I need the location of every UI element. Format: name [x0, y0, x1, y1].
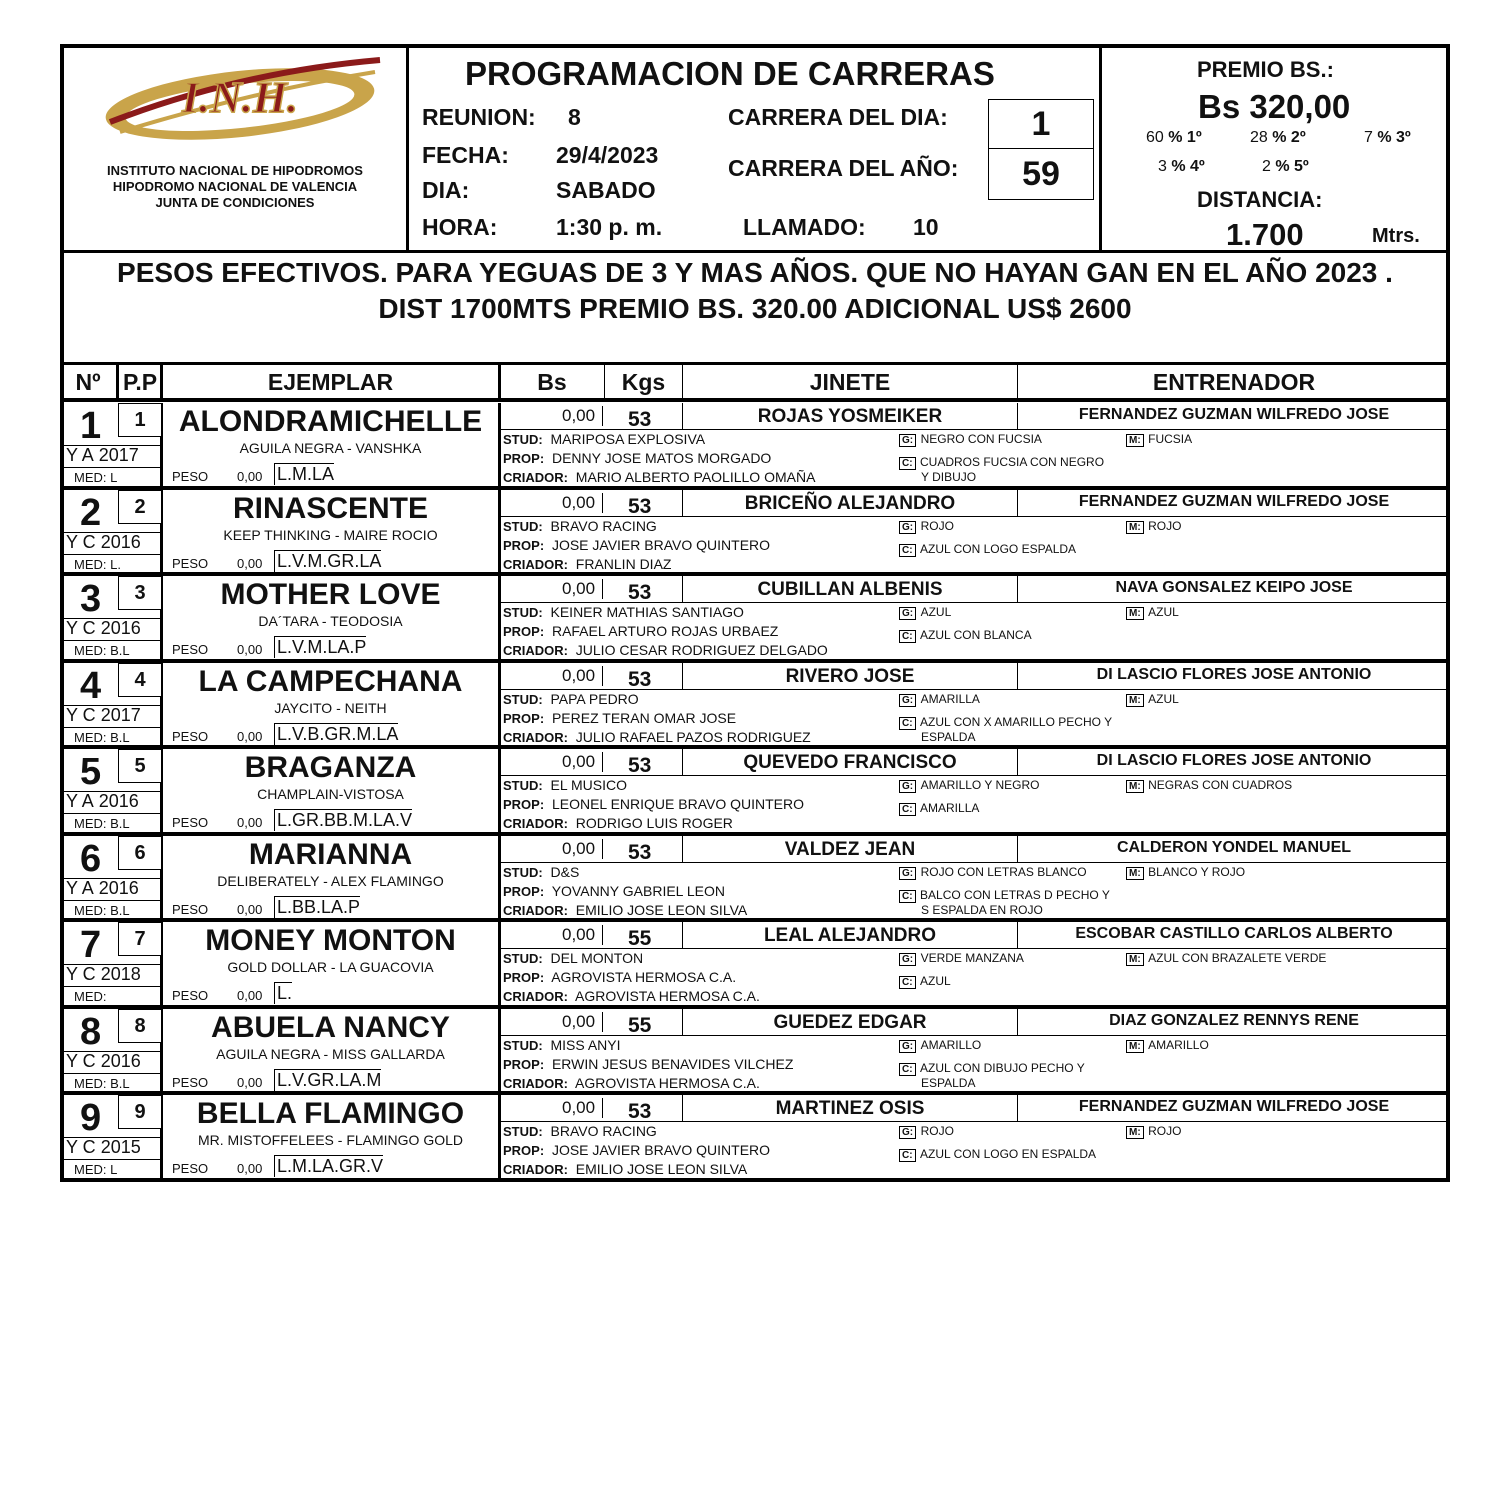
dia-label: DIA:	[422, 177, 470, 203]
entry-number: 2	[80, 491, 102, 534]
trainer-name: NAVA GONSALEZ KEIPO JOSE	[1115, 579, 1353, 596]
hora-value: 1:30 p. m.	[556, 214, 663, 240]
stud-line: STUD: DEL MONTON	[503, 950, 644, 966]
pct-1: 60 % 1º	[1146, 129, 1202, 146]
m-color: M: NEGRAS CON CUADROS	[1126, 776, 1292, 794]
c-color: C: BALCO CON LETRAS D PECHO Y S ESPALDA EN ROJO	[899, 888, 1159, 917]
m-color: M: AMARILLO	[1126, 1036, 1209, 1054]
peso-value: 0,00	[237, 555, 263, 571]
m-color: M: AZUL	[1126, 603, 1179, 621]
medication-value: L.V.GR.LA.M	[274, 1069, 381, 1091]
entry-sex-year: Y A 2016	[66, 791, 139, 811]
carrera-dia-box: 1	[988, 99, 1094, 149]
reunion-label: REUNION:	[422, 104, 536, 130]
g-color: G: AMARILLO	[899, 1036, 981, 1054]
c-color: C: AZUL	[899, 974, 1159, 1003]
horse-name: MONEY MONTON	[205, 924, 456, 957]
row-div-bs	[498, 749, 501, 832]
colhdr-bottom-line	[60, 398, 1450, 402]
logo-letters: I.N.H.	[181, 73, 299, 122]
entry-med: MED:	[74, 989, 107, 1004]
peso-value: 0,00	[237, 1161, 263, 1176]
col-bs: Bs	[537, 369, 567, 395]
medication-value: L.	[274, 982, 292, 1004]
row-separator	[60, 659, 1450, 663]
jockey-name: GUEDEZ EDGAR	[773, 1011, 927, 1033]
entry-bs: 0,00	[562, 406, 603, 426]
peso-value: 0,00	[237, 469, 263, 484]
col-kgs: Kgs	[621, 369, 666, 395]
carrera-dia-label: CARRERA DEL DIA:	[728, 104, 948, 130]
prop-line: PROP: ERWIN JESUS BENAVIDES VILCHEZ	[503, 1055, 794, 1072]
entry-kgs: 53	[628, 408, 652, 431]
medication-value: L.M.LA	[274, 463, 334, 485]
fecha-value: 29/4/2023	[556, 142, 659, 168]
entry-number: 7	[80, 924, 102, 966]
llamado-value: 10	[913, 214, 939, 240]
distancia-unit: Mtrs.	[1372, 225, 1420, 247]
stud-line: STUD: PAPA PEDRO	[503, 690, 639, 707]
trainer-name: DIAZ GONZALEZ RENNYS RENE	[1109, 1011, 1359, 1029]
col-ejemplar: EJEMPLAR	[267, 369, 394, 395]
criador-line: CRIADOR: JULIO CESAR RODRIGUEZ DELGADO	[503, 642, 828, 658]
peso-label: PESO	[172, 728, 209, 744]
g-color: G: NEGRO CON FUCSIA	[899, 430, 1042, 448]
prop-line: PROP: JOSE JAVIER BRAVO QUINTERO	[503, 536, 771, 553]
institution-line-3: JUNTA DE CONDICIONES	[155, 195, 315, 210]
m-color: M: ROJO	[1126, 1122, 1181, 1140]
c-color: C: AZUL CON LOGO EN ESPALDA	[899, 1147, 1159, 1176]
col-pp: P.P	[122, 369, 158, 395]
entry-number: 3	[80, 578, 102, 620]
row-div-bs	[498, 922, 501, 1005]
row-div-bs	[498, 490, 501, 573]
horse-name: LA CAMPECHANA	[198, 664, 463, 698]
entry-bs: 0,00	[562, 839, 603, 859]
entry-number: 5	[80, 751, 102, 793]
row-div-bs	[498, 403, 501, 486]
entry-kgs: 53	[628, 581, 652, 604]
peso-label: PESO	[172, 469, 209, 484]
prop-line: PROP: YOVANNY GABRIEL LEON	[503, 882, 725, 899]
col-entrenador: ENTRENADOR	[1152, 369, 1316, 395]
medication-value: L.V.M.GR.LA	[274, 550, 381, 572]
row-num-line-2	[60, 640, 160, 641]
row-num-line-2	[60, 554, 160, 555]
c-color: C: AZUL CON DIBUJO PECHO Y ESPALDA	[899, 1061, 1159, 1090]
peso-value: 0,00	[237, 815, 263, 830]
entry-post-position: 6	[118, 836, 162, 870]
inh-logo-mark	[90, 52, 390, 152]
peso-label: PESO	[172, 815, 209, 830]
peso-value: 0,00	[237, 901, 263, 917]
entry-post-position: 7	[118, 922, 162, 956]
carrera-anio-box: 59	[988, 148, 1094, 200]
trainer-name: FERNANDEZ GUZMAN WILFREDO JOSE	[1078, 406, 1390, 423]
entry-post-position: 1	[118, 403, 162, 437]
col-jinete: JINETE	[809, 369, 891, 395]
prop-line: PROP: JOSE JAVIER BRAVO QUINTERO	[503, 1142, 771, 1158]
inh-logo	[90, 52, 390, 152]
row-separator	[60, 918, 1450, 922]
peso-label: PESO	[172, 642, 209, 657]
criador-line: CRIADOR: EMILIO JOSE LEON SILVA	[503, 901, 748, 918]
g-color: G: VERDE MANZANA	[899, 949, 1024, 967]
entry-med: MED: B.L	[74, 902, 130, 918]
peso-value: 0,00	[237, 1074, 263, 1090]
peso-label: PESO	[172, 988, 209, 1003]
entry-sex-year: Y C 2018	[66, 964, 141, 984]
criador-line: CRIADOR: FRANLIN DIAZ	[503, 555, 672, 572]
g-color: G: AMARILLO Y NEGRO	[899, 776, 1040, 794]
entry-kgs: 53	[628, 494, 652, 518]
horse-name: MARIANNA	[248, 837, 413, 871]
c-color: C: CUADROS FUCSIA CON NEGRO Y DIBUJO	[899, 455, 1159, 484]
g-color: G: ROJO CON LETRAS BLANCO	[899, 863, 1087, 881]
peso-label: PESO	[172, 555, 209, 571]
medication-value: L.V.B.GR.M.LA	[274, 723, 398, 745]
jockey-name: ROJAS YOSMEIKER	[757, 406, 943, 427]
entry-med: MED: L.	[74, 556, 121, 572]
conditions-line-2: DIST 1700MTS PREMIO BS. 320.00 ADICIONAL US$ 2600	[378, 293, 1132, 324]
row-div-bs	[498, 1009, 501, 1092]
criador-line: CRIADOR: EMILIO JOSE LEON SILVA	[503, 1161, 748, 1177]
entry-bs: 0,00	[562, 1098, 603, 1118]
g-color: G: ROJO	[899, 1122, 954, 1140]
entry-sex-year: Y C 2016	[66, 618, 141, 638]
criador-line: CRIADOR: RODRIGO LUIS ROGER	[503, 815, 733, 831]
row-num-line-2	[60, 1159, 160, 1160]
entry-number: 9	[80, 1097, 102, 1139]
horse-name: RINASCENTE	[232, 491, 428, 525]
trainer-name: CALDERON YONDEL MANUEL	[1116, 838, 1352, 856]
peso-label: PESO	[172, 1074, 209, 1090]
row-num-line-2	[60, 900, 160, 901]
row-separator	[60, 1091, 1450, 1095]
horse-parents: GOLD DOLLAR - LA GUACOVIA	[227, 959, 434, 975]
premio-value: Bs 320,00	[1198, 88, 1351, 125]
premio-label: PREMIO BS.:	[1197, 57, 1334, 82]
prop-line: PROP: LEONEL ENRIQUE BRAVO QUINTERO	[503, 796, 805, 812]
row-num-line-2	[60, 813, 160, 814]
criador-line: CRIADOR: AGROVISTA HERMOSA C.A.	[503, 988, 760, 1004]
g-color: G: AMARILLA	[899, 690, 980, 708]
entry-bs: 0,00	[562, 493, 603, 513]
prop-line: PROP: AGROVISTA HERMOSA C.A.	[503, 969, 737, 985]
criador-line: CRIADOR: JULIO RAFAEL PAZOS RODRIGUEZ	[503, 728, 811, 745]
distancia-value: 1.700	[1226, 217, 1304, 252]
peso-value: 0,00	[237, 988, 263, 1003]
entry-post-position: 9	[118, 1095, 162, 1129]
row-div-bs	[498, 836, 501, 919]
medication-value: L.GR.BB.M.LA.V	[274, 809, 412, 831]
row-num-line-2	[60, 467, 160, 468]
jockey-name: RIVERO JOSE	[785, 665, 915, 687]
entry-sex-year: Y C 2015	[66, 1137, 141, 1157]
entry-post-position: 2	[118, 490, 162, 524]
row-num-line-2	[60, 727, 160, 728]
stud-line: STUD: KEINER MATHIAS SANTIAGO	[503, 604, 744, 620]
entry-bs: 0,00	[562, 666, 603, 686]
header-divider-2	[1099, 44, 1102, 252]
trainer-name: DI LASCIO FLORES JOSE ANTONIO	[1096, 752, 1372, 769]
prop-line: PROP: PEREZ TERAN OMAR JOSE	[503, 709, 737, 726]
entry-sex-year: Y C 2017	[66, 704, 141, 725]
row-separator	[60, 572, 1450, 576]
medication-value: L.V.M.LA.P	[274, 636, 366, 658]
row-num-line-2	[60, 1073, 160, 1074]
prop-line: PROP: RAFAEL ARTURO ROJAS URBAEZ	[503, 623, 779, 639]
llamado-label: LLAMADO:	[743, 214, 866, 240]
horse-name: ABUELA NANCY	[211, 1010, 450, 1044]
fecha-label: FECHA:	[422, 142, 509, 168]
entry-med: MED: B.L	[74, 816, 130, 831]
institution-line-2: HIPODROMO NACIONAL DE VALENCIA	[112, 179, 358, 194]
entry-kgs: 53	[628, 754, 652, 777]
entry-kgs: 53	[628, 1100, 652, 1123]
pct-4: 3 % 4º	[1158, 158, 1205, 175]
entry-med: MED: B.L	[74, 643, 130, 658]
entry-number: 4	[80, 664, 102, 707]
c-color: C: AMARILLA	[899, 801, 1159, 830]
row-separator	[60, 832, 1450, 836]
trainer-name: FERNANDEZ GUZMAN WILFREDO JOSE	[1078, 492, 1390, 510]
entry-kgs: 53	[628, 840, 652, 864]
jockey-name: BRICEÑO ALEJANDRO	[744, 492, 956, 514]
stud-line: STUD: D&S	[503, 863, 580, 880]
horse-parents: DELIBERATELY - ALEX FLAMINGO	[217, 872, 444, 889]
entry-kgs: 55	[628, 927, 652, 950]
row-separator	[60, 745, 1450, 749]
entry-sex-year: Y A 2017	[66, 445, 139, 465]
jockey-name: CUBILLAN ALBENIS	[757, 579, 943, 600]
horse-name: BRAGANZA	[244, 751, 417, 784]
jockey-name: VALDEZ JEAN	[784, 838, 916, 860]
pct-5: 2 % 5º	[1262, 158, 1309, 175]
m-color: M: FUCSIA	[1126, 430, 1192, 448]
entry-sex-year: Y C 2016	[66, 1050, 141, 1071]
row-num-line-2	[60, 986, 160, 987]
entry-bs: 0,00	[562, 925, 603, 945]
stud-line: STUD: EL MUSICO	[503, 777, 627, 793]
entry-kgs: 53	[628, 667, 652, 691]
criador-line: CRIADOR: AGROVISTA HERMOSA C.A.	[503, 1074, 760, 1091]
horse-parents: KEEP THINKING - MAIRE ROCIO	[223, 526, 438, 543]
row-separator	[60, 486, 1450, 490]
stud-line: STUD: BRAVO RACING	[503, 517, 657, 534]
hora-label: HORA:	[422, 214, 498, 240]
jockey-name: QUEVEDO FRANCISCO	[743, 752, 957, 773]
prop-line: PROP: DENNY JOSE MATOS MORGADO	[503, 450, 772, 466]
entry-post-position: 5	[118, 749, 162, 783]
entry-number: 6	[80, 837, 102, 880]
col-num: Nº	[75, 369, 101, 395]
entry-bs: 0,00	[562, 579, 603, 599]
horse-parents: AGUILA NEGRA - VANSHKA	[239, 440, 422, 456]
entry-bs: 0,00	[562, 1012, 603, 1032]
criador-line: CRIADOR: MARIO ALBERTO PAOLILLO OMAÑA	[503, 469, 816, 485]
m-color: M: ROJO	[1126, 517, 1181, 535]
entry-number: 1	[80, 405, 102, 447]
conditions-line-1: PESOS EFECTIVOS. PARA YEGUAS DE 3 Y MAS AÑOS. QUE NO HAYAN GAN EN EL AÑO 2023 .	[117, 257, 1393, 288]
reunion-value: 8	[568, 104, 581, 130]
horse-parents: CHAMPLAIN-VISTOSA	[257, 786, 404, 802]
entry-post-position: 3	[118, 576, 162, 610]
m-color: M: AZUL CON BRAZALETE VERDE	[1126, 949, 1326, 967]
c-color: C: AZUL CON BLANCA	[899, 628, 1159, 657]
trainer-name: ESCOBAR CASTILLO CARLOS ALBERTO	[1075, 925, 1393, 942]
horse-parents: JAYCITO - NEITH	[274, 699, 387, 716]
g-color: G: ROJO	[899, 517, 954, 535]
row-separator	[60, 1005, 1450, 1009]
stud-line: STUD: MISS ANYI	[503, 1036, 621, 1053]
pct-2: 28 % 2º	[1250, 129, 1306, 146]
entry-med: MED: L	[74, 470, 118, 485]
trainer-name: FERNANDEZ GUZMAN WILFREDO JOSE	[1078, 1098, 1390, 1115]
entry-post-position: 8	[118, 1009, 162, 1043]
m-color: M: BLANCO Y ROJO	[1126, 863, 1245, 881]
header-divider-1	[406, 44, 409, 252]
colhdr-top-line	[60, 362, 1450, 365]
row-div-bs	[498, 576, 501, 659]
horse-name: BELLA FLAMINGO	[196, 1097, 465, 1130]
pct-3: 7 % 3º	[1364, 129, 1411, 146]
horse-parents: DA´TARA - TEODOSIA	[258, 613, 403, 629]
c-color: C: AZUL CON LOGO ESPALDA	[899, 542, 1159, 571]
horse-parents: AGUILA NEGRA - MISS GALLARDA	[216, 1045, 445, 1062]
institution-line-1: INSTITUTO NACIONAL DE HIPODROMOS	[107, 163, 363, 178]
page-title: PROGRAMACION DE CARRERAS	[465, 55, 995, 92]
entry-med: MED: B.L	[74, 729, 130, 745]
entry-sex-year: Y A 2016	[66, 877, 139, 898]
stud-line: STUD: BRAVO RACING	[503, 1123, 657, 1139]
horse-name: ALONDRAMICHELLE	[178, 405, 483, 438]
entry-number: 8	[80, 1010, 102, 1053]
trainer-name: DI LASCIO FLORES JOSE ANTONIO	[1096, 665, 1372, 683]
entry-med: MED: L	[74, 1162, 118, 1177]
row-div-bs	[498, 1095, 501, 1178]
jockey-name: MARTINEZ OSIS	[775, 1098, 925, 1119]
peso-label: PESO	[172, 901, 209, 917]
c-color: C: AZUL CON X AMARILLO PECHO Y ESPALDA	[899, 715, 1159, 744]
jockey-name: LEAL ALEJANDRO	[763, 925, 937, 946]
peso-label: PESO	[172, 1161, 209, 1176]
entry-post-position: 4	[118, 663, 162, 697]
entry-bs: 0,00	[562, 752, 603, 772]
horse-parents: MR. MISTOFFELEES - FLAMINGO GOLD	[198, 1132, 463, 1148]
entry-kgs: 55	[628, 1013, 652, 1037]
g-color: G: AZUL	[899, 603, 951, 621]
distancia-label: DISTANCIA:	[1197, 187, 1323, 212]
dia-value: SABADO	[556, 177, 656, 203]
m-color: M: AZUL	[1126, 690, 1179, 708]
horse-name: MOTHER LOVE	[220, 578, 441, 611]
peso-value: 0,00	[237, 642, 263, 657]
stud-line: STUD: MARIPOSA EXPLOSIVA	[503, 431, 706, 447]
entry-sex-year: Y C 2016	[66, 531, 141, 552]
peso-value: 0,00	[237, 728, 263, 744]
entry-med: MED: B.L	[74, 1075, 130, 1091]
carrera-anio-label: CARRERA DEL AÑO:	[728, 155, 959, 181]
medication-value: L.BB.LA.P	[274, 896, 360, 918]
medication-value: L.M.LA.GR.V	[274, 1155, 383, 1177]
institution-name	[70, 162, 400, 212]
row-div-bs	[498, 663, 501, 746]
